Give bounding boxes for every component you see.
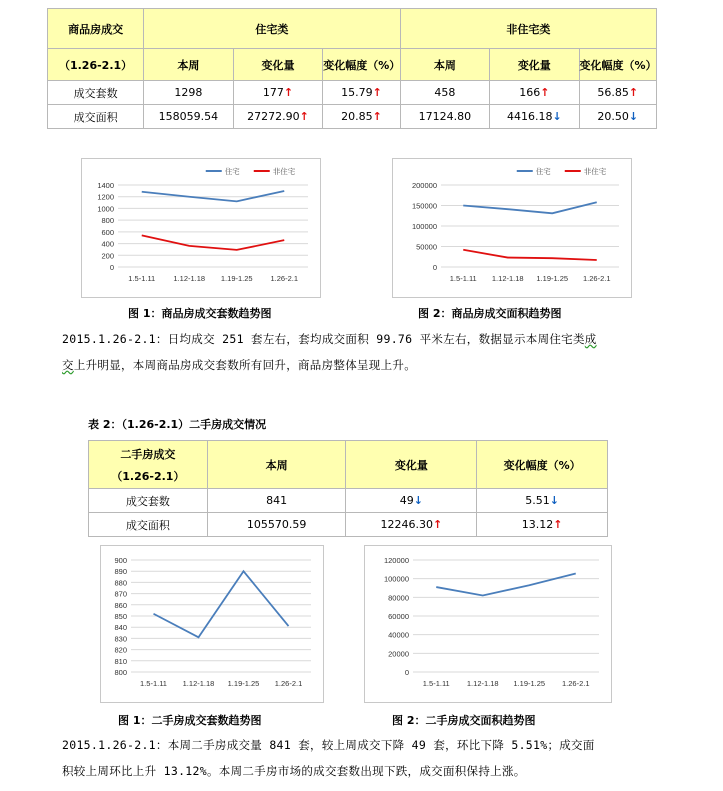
up-arrow-icon: ↑ <box>372 110 382 123</box>
table-row <box>89 513 608 537</box>
para-text: 成 <box>584 332 597 346</box>
cell: 5.51↓ <box>477 489 608 513</box>
x-tick-label: 1.26-2.1 <box>274 679 303 688</box>
para-text: 2015.1.26-2.1：本周二手房成交量 841 套，较上周成交下降 49 套，环比下降 5.51%；成交面 <box>62 738 595 752</box>
down-arrow-icon: ↓ <box>552 110 562 123</box>
y-tick-label: 890 <box>114 567 127 577</box>
cell: 166↑ <box>490 81 579 105</box>
chart-second-hand-units <box>100 545 324 703</box>
down-arrow-icon: ↓ <box>628 110 639 123</box>
col-change: 变化量 <box>490 49 579 81</box>
x-tick-label: 1.26-2.1 <box>582 274 611 283</box>
col-pct: 变化幅度（%） <box>579 49 656 81</box>
up-arrow-icon: ↑ <box>553 518 563 531</box>
x-tick-label: 1.26-2.1 <box>561 679 590 688</box>
x-tick-label: 1.26-2.1 <box>270 274 299 283</box>
table-corner: 商品房成交 <box>48 9 144 49</box>
legend-label: 非住宅 <box>583 167 607 176</box>
y-tick-label: 0 <box>404 668 409 677</box>
y-tick-label: 400 <box>101 239 114 249</box>
y-tick-label: 840 <box>114 623 127 633</box>
row-label: 成交面积 <box>89 513 208 537</box>
cell: 1298 <box>144 81 234 105</box>
y-tick-label: 150000 <box>411 201 437 211</box>
col-pct: 变化幅度（%） <box>323 49 400 81</box>
x-tick-label: 1.5-1.11 <box>140 679 167 688</box>
up-arrow-icon: ↑ <box>372 86 382 99</box>
y-tick-label: 40000 <box>388 630 409 640</box>
table-title: 表 2：（1.26-2.1）二手房成交情况 <box>88 418 267 431</box>
y-tick-label: 1200 <box>97 192 114 202</box>
paragraph-1 <box>62 326 662 378</box>
y-tick-label: 800 <box>101 216 114 226</box>
figure-caption: 图 2：二手房成交面积趋势图 <box>392 714 536 727</box>
series-line <box>463 202 597 213</box>
figure-caption: 图 2：商品房成交面积趋势图 <box>418 307 562 320</box>
cell: 4416.18↓ <box>490 105 579 129</box>
legend-label: 非住宅 <box>272 167 296 176</box>
cell: 177↑ <box>233 81 323 105</box>
x-tick-label: 1.12-1.18 <box>491 274 524 283</box>
cell: 12246.30↑ <box>346 513 477 537</box>
row-label: 成交套数 <box>48 81 144 105</box>
y-tick-label: 880 <box>114 578 127 588</box>
series-line <box>436 573 576 595</box>
chart-svg <box>365 546 611 702</box>
row-label: 成交面积 <box>48 105 144 129</box>
cell: 158059.54 <box>144 105 234 129</box>
cell: 15.79↑ <box>323 81 400 105</box>
y-tick-label: 80000 <box>388 593 409 603</box>
chart-svg <box>101 546 323 702</box>
cell: 56.85↑ <box>579 81 656 105</box>
figure-caption: 图 1：商品房成交套数趋势图 <box>128 307 272 320</box>
col-week: 本周 <box>207 441 346 489</box>
x-tick-label: 1.12-1.18 <box>466 679 499 688</box>
cell: 841 <box>207 489 346 513</box>
y-tick-label: 1400 <box>97 181 114 190</box>
y-tick-label: 870 <box>114 589 127 599</box>
series-line <box>142 191 285 201</box>
up-arrow-icon: ↑ <box>283 86 294 99</box>
col-week: 本周 <box>400 49 489 81</box>
x-tick-label: 1.5-1.11 <box>128 274 156 283</box>
chart-svg <box>82 159 320 297</box>
corner-line: （1.26-2.1） <box>111 469 185 483</box>
y-tick-label: 830 <box>114 634 127 644</box>
y-tick-label: 820 <box>114 645 127 655</box>
y-tick-label: 200000 <box>411 181 437 190</box>
table-row <box>48 81 657 105</box>
table-row <box>48 105 657 129</box>
y-tick-label: 0 <box>432 263 437 272</box>
y-tick-label: 50000 <box>416 242 437 252</box>
x-tick-label: 1.12-1.18 <box>173 274 206 283</box>
down-arrow-icon: ↓ <box>413 494 423 507</box>
cell: 17124.80 <box>400 105 489 129</box>
up-arrow-icon: ↑ <box>299 110 309 123</box>
y-tick-label: 600 <box>101 227 114 237</box>
cell: 105570.59 <box>207 513 346 537</box>
table-period: （1.26-2.1） <box>48 49 144 81</box>
group-residential: 住宅类 <box>144 9 401 49</box>
y-tick-label: 1000 <box>97 204 114 214</box>
y-tick-label: 900 <box>114 556 127 565</box>
y-tick-label: 100000 <box>383 574 409 584</box>
y-tick-label: 860 <box>114 600 127 610</box>
y-tick-label: 120000 <box>383 556 409 565</box>
second-hand-table <box>88 440 608 537</box>
chart-svg <box>393 159 631 297</box>
col-change: 变化量 <box>233 49 323 81</box>
chart-new-house-area <box>392 158 632 298</box>
col-change: 变化量 <box>346 441 477 489</box>
cell: 20.50↓ <box>579 105 656 129</box>
up-arrow-icon: ↑ <box>628 86 639 99</box>
y-tick-label: 0 <box>109 263 114 272</box>
up-arrow-icon: ↑ <box>540 86 550 99</box>
figure-caption: 图 1：二手房成交套数趋势图 <box>118 714 262 727</box>
cell: 49↓ <box>346 489 477 513</box>
para-text: 交 <box>62 358 74 372</box>
x-tick-label: 1.19-1.25 <box>513 679 546 688</box>
legend-label: 住宅 <box>224 167 240 176</box>
group-nonresidential: 非住宅类 <box>400 9 656 49</box>
cell: 27272.90↑ <box>233 105 323 129</box>
x-tick-label: 1.5-1.11 <box>449 274 477 283</box>
chart-second-hand-area <box>364 545 612 703</box>
table-row <box>89 489 608 513</box>
para-text: 上升明显，本周商品房成交套数所有回升，商品房整体呈现上升。 <box>73 358 417 372</box>
down-arrow-icon: ↓ <box>549 494 559 507</box>
para-text: 积较上周环比上升 13.12%。本周二手房市场的成交套数出现下跌，成交面积保持上涨。 <box>62 764 526 778</box>
x-tick-label: 1.19-1.25 <box>536 274 569 283</box>
y-tick-label: 100000 <box>411 222 437 231</box>
paragraph-2 <box>62 732 662 784</box>
series-line <box>142 235 285 250</box>
chart-new-house-units <box>81 158 321 298</box>
col-pct: 变化幅度（%） <box>477 441 608 489</box>
para-text: 2015.1.26-2.1：日均成交 251 套左右，套均成交面积 99.76 平米左右，数据显示本周住宅类 <box>62 332 585 346</box>
corner-line: 二手房成交 <box>120 447 176 461</box>
table-corner <box>89 441 208 489</box>
legend-label: 住宅 <box>535 167 551 176</box>
x-tick-label: 1.12-1.18 <box>182 679 215 688</box>
cell: 458 <box>400 81 489 105</box>
y-tick-label: 810 <box>114 656 127 666</box>
y-tick-label: 20000 <box>388 649 409 659</box>
y-tick-label: 800 <box>114 668 127 677</box>
col-week: 本周 <box>144 49 234 81</box>
row-label: 成交套数 <box>89 489 208 513</box>
cell: 20.85↑ <box>323 105 400 129</box>
x-tick-label: 1.5-1.11 <box>422 679 450 688</box>
y-tick-label: 60000 <box>388 612 409 621</box>
up-arrow-icon: ↑ <box>433 518 443 531</box>
cell: 13.12↑ <box>477 513 608 537</box>
y-tick-label: 850 <box>114 612 127 621</box>
y-tick-label: 200 <box>101 251 114 261</box>
new-house-table <box>47 8 657 129</box>
x-tick-label: 1.19-1.25 <box>227 679 260 688</box>
x-tick-label: 1.19-1.25 <box>220 274 253 283</box>
series-line <box>463 250 597 260</box>
